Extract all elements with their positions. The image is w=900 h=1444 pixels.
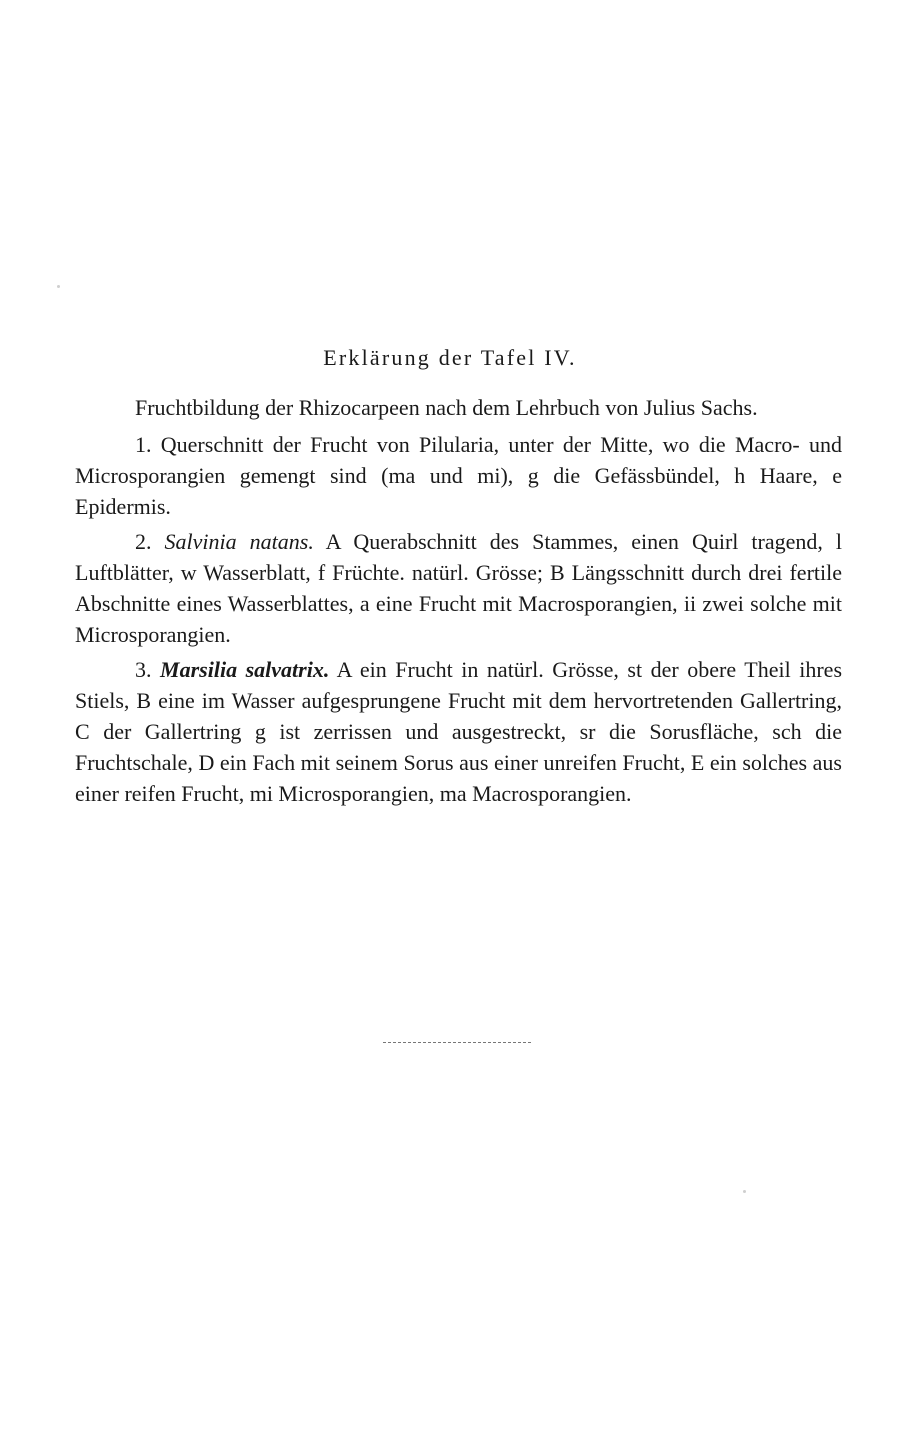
- item-3-paragraph: [75, 654, 842, 809]
- paper-speck: [57, 285, 60, 288]
- item-1-paragraph: [75, 429, 842, 522]
- item-2-text: A Querabschnitt des Stammes, einen Quirl tragend, l Luftblätter, w Wasserblatt, f Früchte. natürl. Grösse; B Längsschnitt durch drei fertile Abschnitte eines Wasserblattes, a eine Frucht mit Macrosporangien, ii zwei solche mit Microsporangien.: [75, 529, 843, 647]
- item-1-number: 1.: [135, 432, 152, 457]
- plate-explanation: [75, 392, 842, 813]
- item-2-species: Salvinia natans.: [164, 529, 314, 554]
- end-rule: [383, 1042, 531, 1043]
- item-3-text: A ein Frucht in natürl. Grösse, st der obere Theil ihres Stiels, B eine im Wasser aufgesprungene Frucht mit dem hervortretenden Gallertring, C der Gallertring g ist zerrissen und ausgestreckt, sr die Sorusfläche, sch die Fruchtschale, D ein Fach mit seinem Sorus aus einer unreifen Frucht, E ein solches aus einer reifen Frucht, mi Microsporangien, ma Macrosporangien.: [75, 657, 843, 806]
- item-3-species: Marsilia salvatrix.: [160, 657, 330, 682]
- item-3-number: 3.: [135, 657, 152, 682]
- intro-paragraph: Fruchtbildung der Rhizocarpeen nach dem Lehrbuch von Julius Sachs.: [135, 395, 758, 420]
- paper-speck: [743, 1190, 746, 1193]
- item-2-paragraph: [75, 526, 842, 650]
- plate-heading: Erklärung der Tafel IV.: [323, 345, 577, 370]
- item-2-number: 2.: [135, 529, 152, 554]
- item-1-text: Querschnitt der Frucht von Pilularia, unter der Mitte, wo die Macro- und Microsporangien gemengt sind (ma und mi), g die Gefässbündel, h Haare, e Epidermis.: [75, 432, 842, 519]
